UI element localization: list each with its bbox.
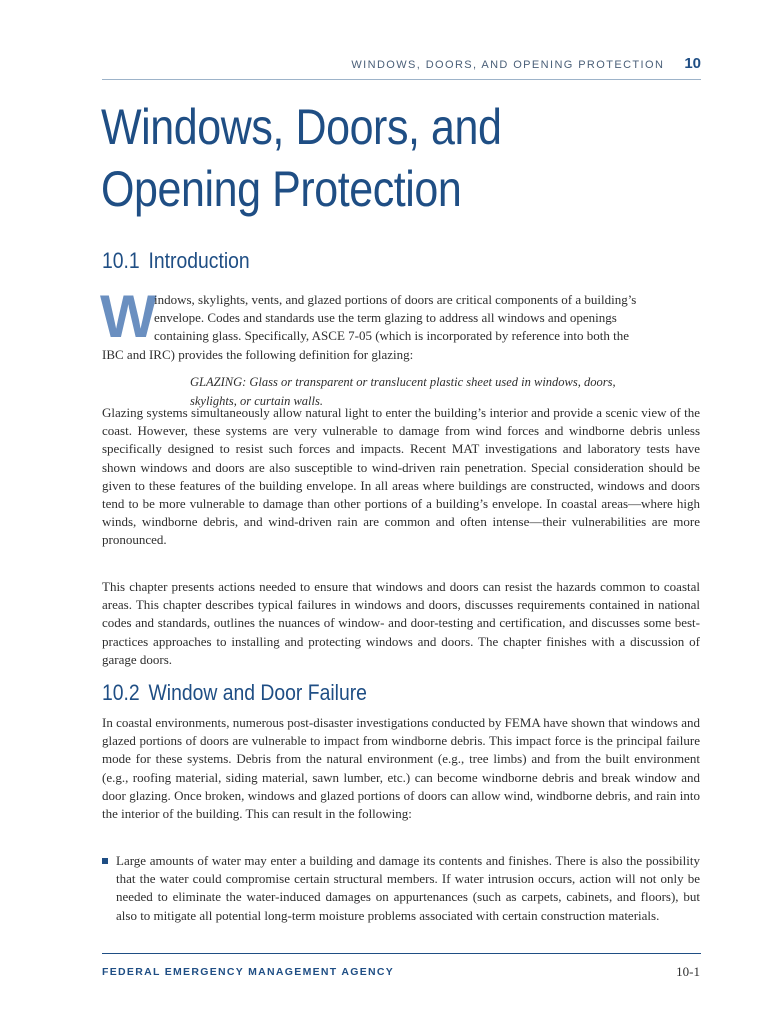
quote-line: GLAZING: Glass or transparent or translucent plastic sheet used in windows, doors,	[190, 375, 616, 389]
bullet-square-icon	[102, 858, 108, 864]
footer-rule	[102, 953, 701, 954]
section-title: Window and Door Failure	[148, 680, 367, 705]
section-heading-introduction	[102, 248, 250, 274]
running-header	[102, 55, 701, 80]
section-heading-window-door-failure	[102, 680, 367, 706]
section-number: 10.1	[102, 248, 140, 273]
chapter-title-line-1: Windows, Doors, and	[101, 99, 502, 155]
intro-line: envelope. Codes and standards use the term glazing to address all windows and openings	[154, 310, 617, 326]
quote-line: skylights, or curtain walls.	[190, 393, 323, 408]
chapter-title-line-2: Opening Protection	[101, 161, 462, 217]
failure-consequences-list	[102, 852, 700, 925]
intro-line: indows, skylights, vents, and glazed portions of doors are critical components of a building’s	[154, 292, 637, 307]
chapter-number: 10	[684, 55, 701, 72]
intro-line: containing glass. Specifically, ASCE 7-05 (which is incorporated by reference into both the	[154, 328, 629, 344]
drop-cap: W	[100, 283, 157, 350]
section-title: Introduction	[148, 248, 250, 273]
list-item-text: Large amounts of water may enter a building and damage its contents and finishes. There is also the possibility that the water could compromise certain structural members. If water intrusion occurs, action will not only be needed to eliminate the water-induced damages on appurtenances (such as carpets, cabinets, and floors), but also to mitigate all potential long-term moisture problems associated with certain construction materials.	[116, 853, 700, 923]
failure-intro-paragraph: In coastal environments, numerous post-disaster investigations conducted by FEMA have shown that windows and glazed portions of doors are vulnerable to impact from windborne debris. This impact force is the principal failure mode for these systems. Debris from the natural environment (e.g., tree limbs) and from the built environment (e.g., roofing material, siding material, sawn lumber, etc.) can become windborne debris and break window and door glazing. Once broken, windows and glazed portions of doors can allow wind, windborne debris, and rain into the interior of the building. This can result in the following:	[102, 715, 700, 822]
chapter-title	[101, 96, 583, 220]
page-number: 10-1	[676, 964, 700, 979]
list-item	[102, 852, 700, 925]
footer-agency: FEDERAL EMERGENCY MANAGEMENT AGENCY	[102, 966, 395, 978]
intro-line: IBC and IRC) provides the following definition for glazing:	[102, 346, 414, 362]
chapter-overview-paragraph: This chapter presents actions needed to ensure that windows and doors can resist the hazards common to coastal areas. This chapter describes typical failures in windows and doors, discusses requirements contained in national codes and standards, outlines the nuances of window- and door-testing and certification, and discusses some best-practices approaches to installing and protecting windows and doors. The chapter finishes with a discussion of garage doors.	[102, 579, 700, 667]
intro-paragraph	[102, 291, 700, 364]
glazing-systems-paragraph: Glazing systems simultaneously allow natural light to enter the building’s interior and provide a scenic view of the coast. However, these systems are very vulnerable to damage from wind forces and windborne debris unless specifically designed to resist such forces and impacts. Recent MAT investigations and laboratory tests have shown windows and doors are also susceptible to wind-driven rain penetration. Special consideration should be given to these features of the building envelope. In all areas where buildings are constructed, windows and doors tend to be more vulnerable to damage than other portions of a building’s envelope. In coastal areas—where high winds, windborne debris, and wind-driven rain are common and often intense—their vulnerabilities are more pronounced.	[102, 405, 700, 548]
running-header-title: WINDOWS, DOORS, AND OPENING PROTECTION	[351, 59, 665, 71]
section-number: 10.2	[102, 680, 140, 705]
